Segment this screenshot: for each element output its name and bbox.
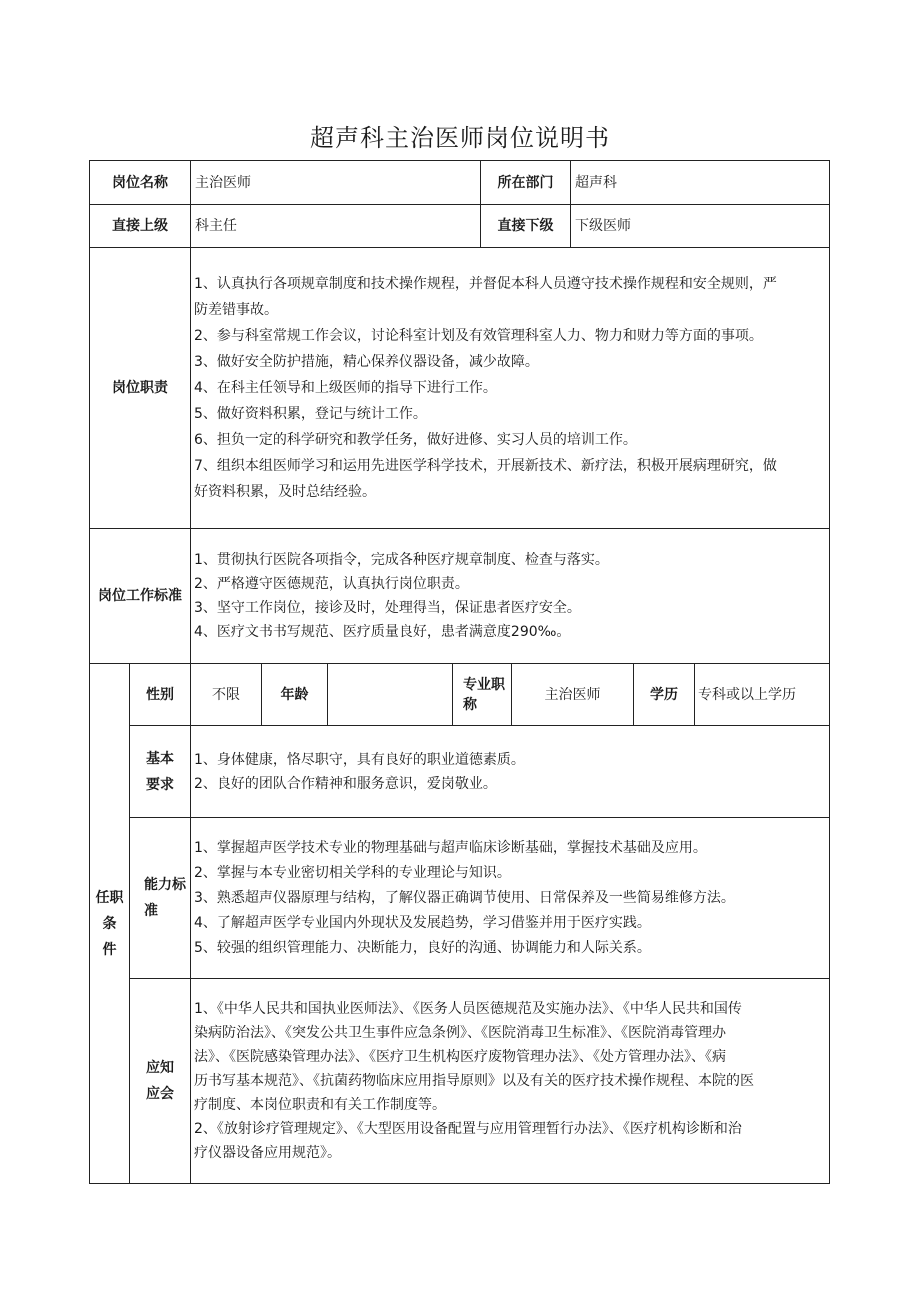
title-label-line: 专业职 <box>463 676 505 693</box>
duties-content <box>191 248 830 529</box>
standard-line: 4、医疗文书书写规范、医疗质量良好，患者满意度290‰。 <box>194 624 571 640</box>
education-value: 专科或以上学历 <box>695 664 830 726</box>
duty-line: 1、认真执行各项规章制度和技术操作规程，并督促本科人员遵守技术操作规程和安全规则，严 <box>194 276 777 292</box>
education-label: 学历 <box>634 664 695 726</box>
ability-standards-label <box>130 818 191 979</box>
title-label-line: 称 <box>463 696 477 713</box>
knowledge-line: 疗仪器设备应用规范》。 <box>194 1145 341 1161</box>
duty-line: 3、做好安全防护措施，精心保养仪器设备，减少故障。 <box>194 354 539 370</box>
knowledge-label-line: 应会 <box>146 1086 174 1102</box>
department-value: 超声科 <box>571 160 830 205</box>
standards-label: 岗位工作标准 <box>89 529 191 664</box>
ability-line: 3、熟悉超声仪器原理与结构，了解仪器正确调节使用、日常保养及一些简易维修方法。 <box>194 889 735 906</box>
position-name-value: 主治医师 <box>191 160 481 205</box>
duties-label: 岗位职责 <box>89 248 191 529</box>
ability-label-line: 准 <box>144 903 158 919</box>
title-value: 主治医师 <box>512 664 634 726</box>
standard-line: 3、坚守工作岗位，接诊及时，处理得当，保证患者医疗安全。 <box>194 600 581 616</box>
ability-line: 2、掌握与本专业密切相关学科的专业理论与知识。 <box>194 864 511 881</box>
standard-line: 2、严格遵守医德规范，认真执行岗位职责。 <box>194 576 469 592</box>
subordinate-label: 直接下级 <box>481 205 571 248</box>
basic-label-line: 基本 <box>146 750 174 767</box>
ability-line: 5、较强的组织管理能力、决断能力，良好的沟通、协调能力和人际关系。 <box>194 939 651 956</box>
duty-line: 防差错事故。 <box>194 302 278 318</box>
knowledge-content <box>191 979 830 1184</box>
ability-line: 1、掌握超声医学技术专业的物理基础与超声临床诊断基础，掌握技术基础及应用。 <box>194 839 707 856</box>
basic-requirements-content <box>191 726 830 818</box>
duty-line: 6、担负一定的科学研究和教学任务，做好进修、实习人员的培训工作。 <box>194 432 637 448</box>
qualifications-label <box>89 664 130 1184</box>
ability-standards-content <box>191 818 830 979</box>
duty-line: 好资料积累，及时总结经验。 <box>194 484 376 500</box>
gender-label: 性别 <box>130 664 191 726</box>
basic-line: 2、良好的团队合作精神和服务意识，爱岗敬业。 <box>194 775 497 792</box>
duty-line: 5、做好资料积累，登记与统计工作。 <box>194 406 427 422</box>
subordinate-value: 下级医师 <box>571 205 830 248</box>
knowledge-line: 法》、《医院感染管理办法》、《医疗卫生机构医疗废物管理办法》、《处方管理办法》、《病 <box>194 1049 726 1065</box>
standards-content <box>191 529 830 664</box>
superior-label: 直接上级 <box>89 205 191 248</box>
knowledge-line: 1、《中华人民共和国执业医师法》、《医务人员医德规范及实施办法》、《中华人民共和国传 <box>194 1001 742 1017</box>
page-title: 超声科主治医师岗位说明书 <box>310 124 610 152</box>
ability-label-line: 能力标 <box>144 877 186 893</box>
qualifications-label-line: 件 <box>102 941 117 958</box>
knowledge-line: 2、《放射诊疗管理规定》、《大型医用设备配置与应用管理暂行办法》、《医疗机构诊断和治 <box>194 1121 742 1137</box>
title-label <box>453 664 512 726</box>
knowledge-line: 历书写基本规范》、《抗菌药物临床应用指导原则》以及有关的医疗技术操作规程、本院的医 <box>194 1073 754 1089</box>
basic-line: 1、身体健康，恪尽职守，具有良好的职业道德素质。 <box>194 751 525 768</box>
basic-requirements-label <box>130 726 191 818</box>
knowledge-line: 染病防治法》、《突发公共卫生事件应急条例》、《医院消毒卫生标准》、《医院消毒管理办 <box>194 1025 726 1041</box>
basic-label-line: 要求 <box>146 776 174 793</box>
gender-value: 不限 <box>191 664 262 726</box>
standard-line: 1、贯彻执行医院各项指令，完成各种医疗规章制度、检查与落实。 <box>194 552 609 568</box>
ability-line: 4、了解超声医学专业国内外现状及发展趋势，学习借鉴并用于医疗实践。 <box>194 914 651 931</box>
position-name-label: 岗位名称 <box>89 160 191 205</box>
department-label: 所在部门 <box>481 160 571 205</box>
age-value <box>328 664 453 726</box>
superior-value: 科主任 <box>191 205 481 248</box>
duty-line: 2、参与科室常规工作会议，讨论科室计划及有效管理科室人力、物力和财力等方面的事项。 <box>194 328 763 344</box>
qualifications-label-line: 条 <box>102 915 117 932</box>
duty-line: 7、组织本组医师学习和运用先进医学科学技术，开展新技术、新疗法，积极开展病理研究，做 <box>194 458 777 474</box>
qualifications-label-line: 任职 <box>95 889 124 906</box>
age-label: 年龄 <box>262 664 328 726</box>
knowledge-line: 疗制度、本岗位职责和有关工作制度等。 <box>194 1097 446 1113</box>
duty-line: 4、在科主任领导和上级医师的指导下进行工作。 <box>194 380 497 396</box>
knowledge-label-line: 应知 <box>146 1060 174 1076</box>
knowledge-label <box>130 979 191 1184</box>
